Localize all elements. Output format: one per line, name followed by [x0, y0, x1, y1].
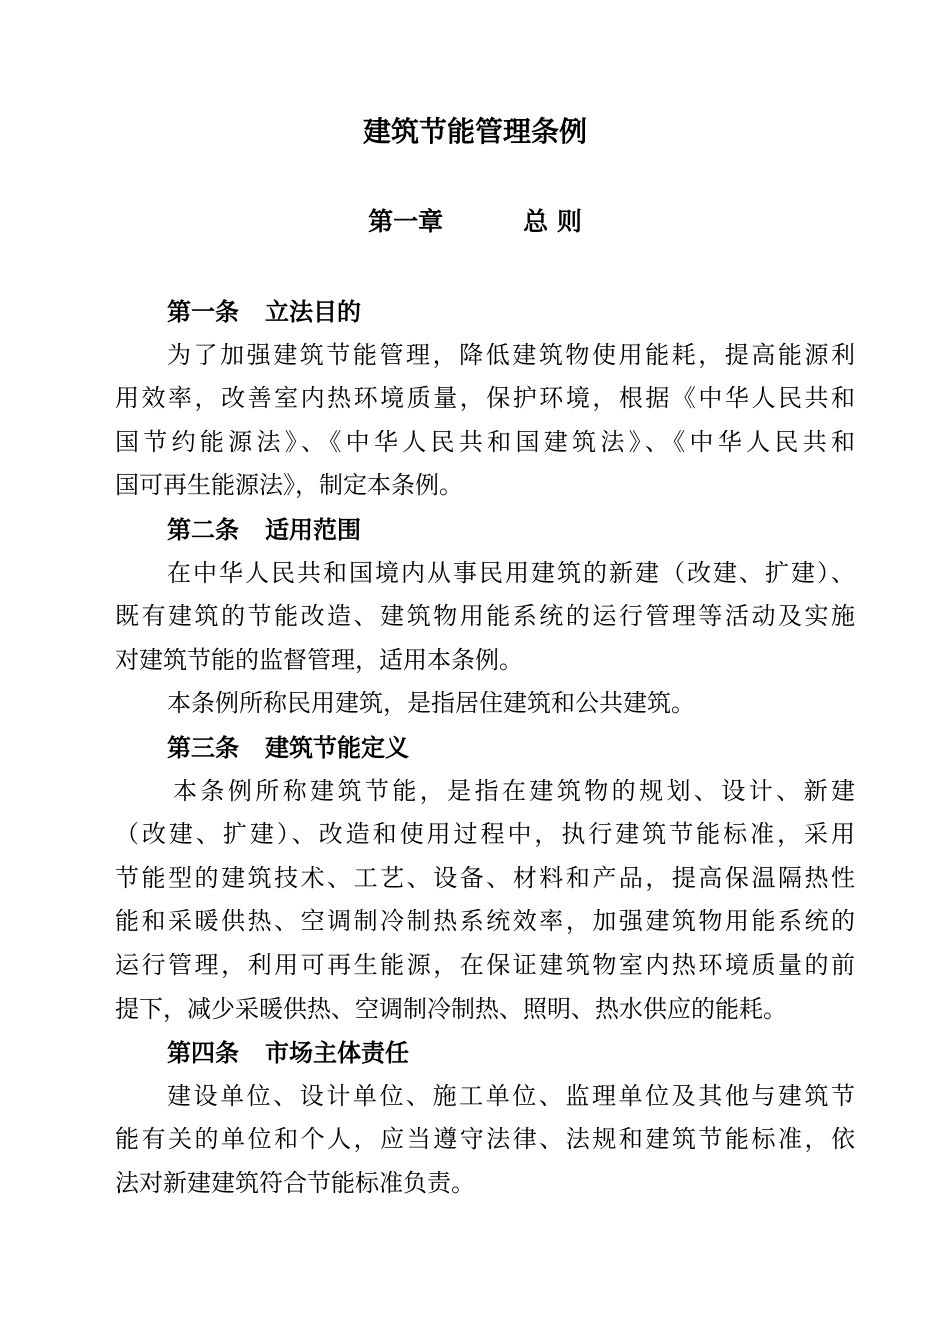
- article-heading: [115, 1031, 855, 1075]
- document-body: [115, 290, 855, 1205]
- article-heading: [115, 290, 855, 334]
- paragraph-line: 对建筑节能的监督管理，适用本条例。: [115, 645, 523, 674]
- paragraph-line: 能和采暖供热、空调制冷制热系统效率，加强建筑物用能系统的: [115, 907, 855, 936]
- paragraph-line: （改建、扩建）、改造和使用过程中，执行建筑节能标准，采用: [115, 820, 855, 849]
- article-number: 第四条: [167, 1038, 239, 1068]
- chapter-heading: [0, 202, 950, 242]
- article-number: 第三条: [167, 732, 239, 762]
- article-heading: [115, 508, 855, 552]
- paragraph-line: 国节约能源法》、《中华人民共和国建筑法》、《中华人民共和: [115, 427, 855, 456]
- paragraph-line: 建设单位、设计单位、施工单位、监理单位及其他与建筑节: [167, 1081, 855, 1110]
- paragraph-line: 法对新建建筑符合节能标准负责。: [115, 1168, 475, 1197]
- article-title: 建筑节能定义: [265, 732, 409, 762]
- document-title: 建筑节能管理条例: [362, 115, 587, 148]
- paragraph-line: 本条例所称建筑节能，是指在建筑物的规划、设计、新建: [173, 776, 855, 805]
- paragraph-line: 节能型的建筑技术、工艺、设备、材料和产品，提高保温隔热性: [115, 863, 855, 892]
- paragraph-line: 国可再生能源法》，制定本条例。: [115, 471, 463, 500]
- paragraph-line: 在中华人民共和国境内从事民用建筑的新建（改建、扩建）、: [167, 558, 855, 587]
- paragraph-line: 本条例所称民用建筑，是指居住建筑和公共建筑。: [167, 689, 695, 718]
- article-number: 第一条: [167, 297, 239, 326]
- article-title: 适用范围: [265, 514, 361, 544]
- paragraph-line: 提下，减少采暖供热、空调制冷制热、照明、热水供应的能耗。: [115, 994, 787, 1023]
- article-heading: [115, 726, 855, 770]
- article-title: 立法目的: [265, 297, 361, 326]
- chapter-number: 第一章: [368, 207, 444, 236]
- paragraph-line: 能有关的单位和个人，应当遵守法律、法规和建筑节能标准，依: [115, 1125, 855, 1154]
- paragraph-line: 既有建筑的节能改造、建筑物用能系统的运行管理等活动及实施: [115, 602, 855, 631]
- article-title: 市场主体责任: [265, 1038, 409, 1068]
- paragraph-line: 为了加强建筑节能管理，降低建筑物使用能耗，提高能源利: [167, 340, 855, 369]
- article-number: 第二条: [167, 514, 239, 544]
- chapter-name: 总 则: [523, 207, 582, 236]
- paragraph-line: 用效率，改善室内热环境质量，保护环境，根据《中华人民共和: [115, 384, 855, 413]
- paragraph-line: 运行管理，利用可再生能源，在保证建筑物室内热环境质量的前: [115, 950, 855, 979]
